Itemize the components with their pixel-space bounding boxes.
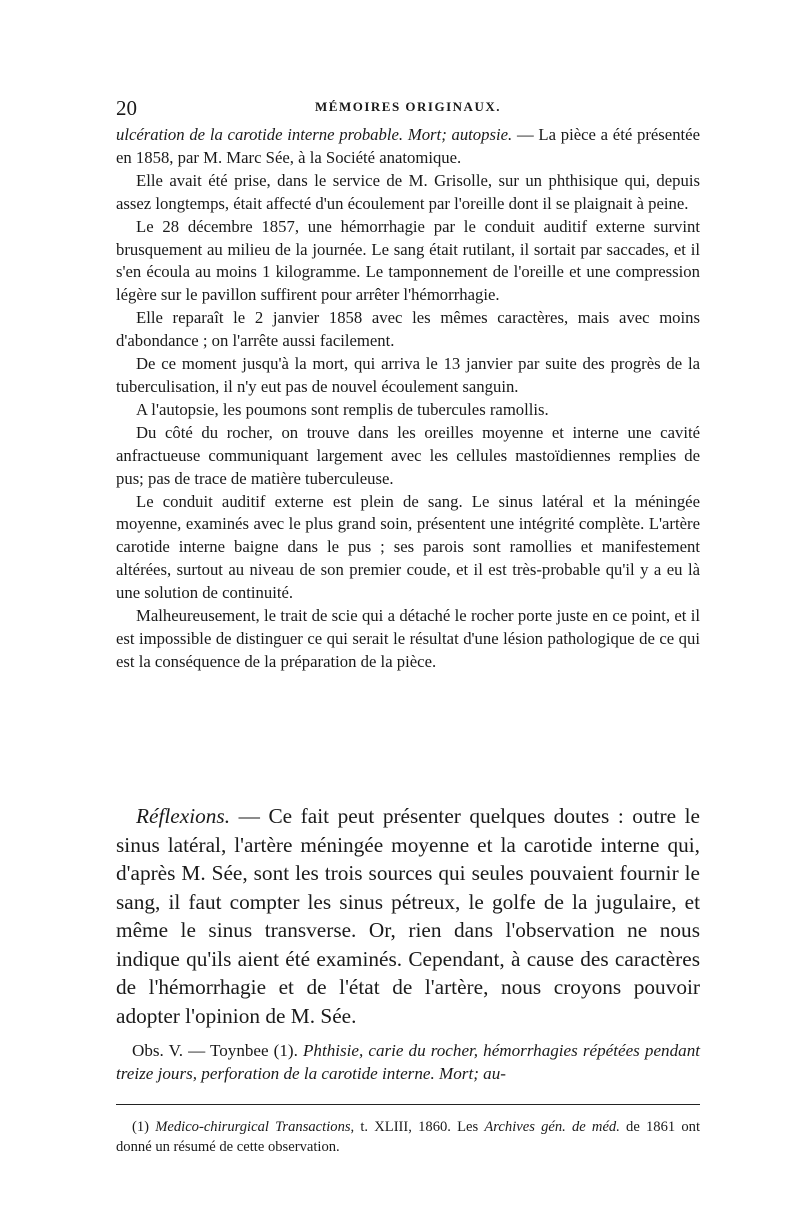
footnote bbox=[116, 1118, 700, 1157]
paragraph: A l'autopsie, les poumons sont remplis de tubercules ramollis. bbox=[136, 399, 549, 419]
reflexions-text: — Ce fait peut présenter quelques doutes : outre le sinus latéral, l'artère méningée moyenne et la carotide interne qui, d'après M. Sée, sont les trois sources qui seules pouvaient fournir le sang, il faut compter les sinus pétreux, le golfe de la jugulaire, et même le sinus transverse. Or, rien dans l'observation ne nous indique qu'ils aient été examinés. Cependant, à cause des caractères de l'hémorrhagie et de l'état de l'artère, nous croyons pouvoir adopter l'opinion de M. Sée. bbox=[116, 804, 700, 1028]
observation-paragraph bbox=[116, 1040, 700, 1086]
paragraph: Malheureusement, le trait de scie qui a détaché le rocher porte juste en ce point, et il est impossible de distinguer ce qui serait le résultat d'une lésion pathologique de ce qui est la conséquence de la préparation de la pièce. bbox=[116, 606, 700, 671]
reflexions-paragraph bbox=[116, 802, 700, 1030]
paragraph: Elle avait été prise, dans le service de M. Grisolle, sur un phthisique qui, depuis assez longtemps, était affecté d'un écoulement par l'oreille dont il se plaignait à peine. bbox=[116, 170, 700, 213]
case-title-italic: ulcération de la carotide interne probable. Mort; autopsie. bbox=[116, 125, 513, 144]
footnote-paragraph bbox=[116, 1118, 700, 1157]
paragraph: Le 28 décembre 1857, une hémorrhagie par le conduit auditif externe survint brusquement au milieu de la journée. Le sang était rutilant, il sortait par saccades, et il s'en écoula au moins 1 kilogramme. Le tamponnement de l'oreille et une compression légère sur le pavillon suffirent pour arrêter l'hémorrhagie. bbox=[116, 216, 700, 305]
running-head: MÉMOIRES ORIGINAUX. bbox=[315, 99, 501, 114]
footnote-rule bbox=[116, 1104, 700, 1105]
case-title-continuation bbox=[116, 124, 700, 170]
case-title-rest: — La pièce a été présentée en 1858, par M. Marc Sée, à la Société anatomique. bbox=[116, 125, 700, 167]
observation-title: Phthisie, carie du rocher, hémorrhagies répétées pendant treize jours, perforation de la carotide interne. Mort; au- bbox=[116, 1041, 700, 1083]
case-report-text bbox=[116, 124, 700, 674]
footnote-marker: (1) bbox=[132, 1119, 156, 1135]
reflexions-label: Réflexions. bbox=[136, 804, 231, 828]
footnote-source: Medico-chirurgical Transactions bbox=[155, 1119, 351, 1135]
page-header bbox=[116, 96, 700, 124]
footnote-archives: Archives gén. de méd. bbox=[484, 1119, 620, 1135]
paragraph: De ce moment jusqu'à la mort, qui arriva le 13 janvier par suite des progrès de la tuberculisation, il n'y eut pas de nouvel écoulement sanguin. bbox=[116, 354, 700, 396]
paragraph: Le conduit auditif externe est plein de sang. Le sinus latéral et la méningée moyenne, examinés avec le plus grand soin, présentent une intégrité complète. L'artère carotide interne baigne dans le pus ; ses parois sont ramollies et manifestement altérées, surtout au niveau de son premier coude, et il est très-probable qu'il y a eu là une solution de continuité. bbox=[116, 491, 700, 603]
page-number: 20 bbox=[116, 96, 137, 120]
observation-label: Obs. V. bbox=[132, 1041, 184, 1060]
footnote-tail: de 1861 ont donné un résumé de cette observation. bbox=[116, 1119, 701, 1155]
observation-heading bbox=[116, 1040, 700, 1086]
footnote-source-rest: , t. XLIII, 1860. Les bbox=[350, 1119, 485, 1135]
paragraph: Du côté du rocher, on trouve dans les oreilles moyenne et interne une cavité anfractueuse communiquant largement avec les cellules mastoïdiennes remplies de pus; pas de trace de matière tuberculeuse. bbox=[116, 422, 700, 488]
reflexions-section bbox=[116, 802, 700, 1030]
paragraph: Elle reparaît le 2 janvier 1858 avec les mêmes caractères, mais avec moins d'abondance ; on l'arrête aussi facilement. bbox=[116, 308, 700, 351]
observation-author: — Toynbee (1). bbox=[183, 1041, 303, 1060]
